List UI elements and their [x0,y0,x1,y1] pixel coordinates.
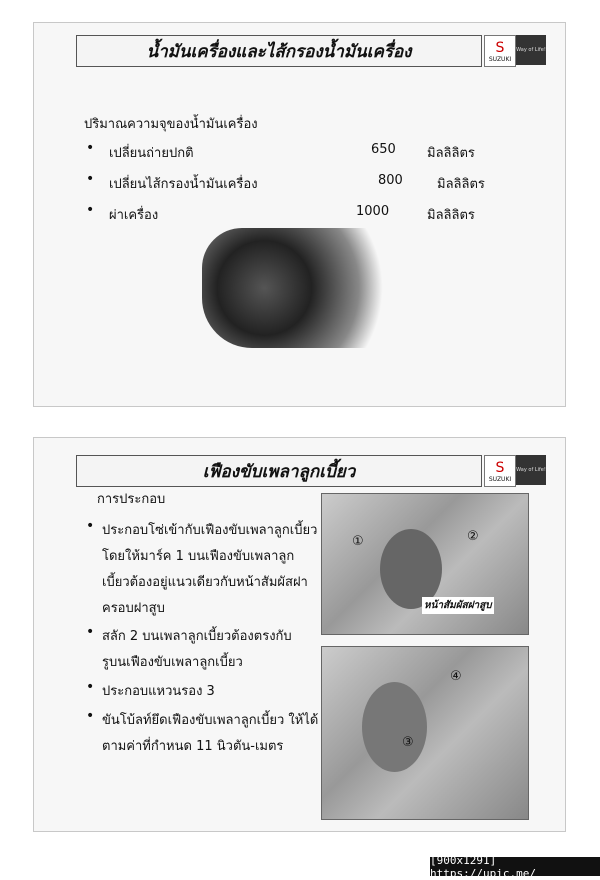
marker-2: ② [467,529,479,544]
tagline: Way of Life! [516,35,546,65]
text-line: เบี้ยวต้องอยู่แนวเดียวกับหน้าสัมผัสฝา [102,575,308,590]
text-line: สลัก 2 บนเพลาลูกเบี้ยวต้องตรงกับ [102,629,292,644]
heading: การประกอบ [97,492,166,507]
camshaft-photo-2 [321,646,529,820]
suzuki-logo: S SUZUKI [484,35,516,67]
item-value: 1000 [356,204,390,219]
item-label: เปลี่ยนถ่ายปกติ [109,146,194,161]
marker-1: ① [352,534,364,549]
marker-3: ③ [402,735,414,750]
suzuki-logo: S SUZUKI [484,455,516,487]
item-unit: มิลลิลิตร [427,208,475,223]
marker-4: ④ [450,669,462,684]
bullet: • [86,518,95,534]
text-line: รูบนเฟืองขับเพลาลูกเบี้ยว [102,655,243,670]
slide-camshaft-gear [33,437,566,832]
slide-engine-oil [33,22,566,407]
tagline: Way of Life! [516,455,546,485]
text-line: โดยให้มาร์ค 1 บนเฟืองขับเพลาลูก [102,549,295,564]
item-unit: มิลลิลิตร [437,177,485,192]
item-value: 800 [378,173,403,188]
item-value: 650 [371,142,396,157]
bullet: • [86,708,95,724]
slide-title: เฟืองขับเพลาลูกเบี้ยว [76,455,482,487]
camshaft-photo-1 [321,493,529,635]
bullet: • [86,624,95,640]
bullet: • [86,202,95,218]
item-unit: มิลลิลิตร [427,146,475,161]
text-line: ประกอบโซ่เข้ากับเฟืองขับเพลาลูกเบี้ยว [102,523,318,538]
contact-surface-label: หน้าสัมผัสฝาสูบ [422,597,494,614]
footer-watermark: [900x1291] https://upic.me/ [430,857,600,876]
text-line: ตามค่าที่กำหนด 11 นิวตัน-เมตร [102,739,284,754]
bullet: • [86,679,95,695]
text-line: ประกอบแหวนรอง 3 [102,684,215,699]
item-label: เปลี่ยนไส้กรองน้ำมันเครื่อง [109,177,258,192]
bullet: • [86,171,95,187]
slide-title: น้ำมันเครื่องและไส้กรองน้ำมันเครื่อง [76,35,482,67]
engine-image [202,228,410,348]
item-label: ผ่าเครื่อง [109,208,159,223]
text-line: ครอบฝาสูบ [102,601,165,616]
gear-shape [362,682,427,772]
heading: ปริมาณความจุของน้ำมันเครื่อง [84,117,258,132]
text-line: ขันโบ้ลท์ยึดเฟืองขับเพลาลูกเบี้ยว ให้ได้ [102,713,319,728]
bullet: • [86,140,95,156]
